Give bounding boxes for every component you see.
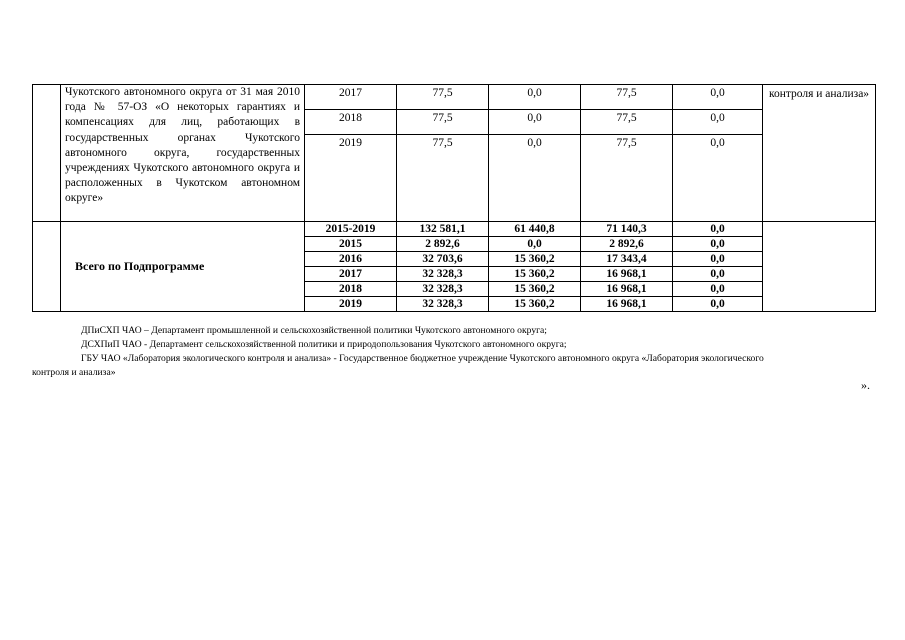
regional-budget-cell: 16 968,1	[581, 297, 673, 312]
regional-budget-cell: 16 968,1	[581, 282, 673, 297]
other-sources-cell: 0,0	[673, 267, 763, 282]
federal-budget-cell: 0,0	[489, 110, 581, 135]
table-row	[33, 85, 876, 110]
year-cell: 2019	[305, 297, 397, 312]
total-cell: 77,5	[397, 85, 489, 110]
federal-budget-cell: 15 360,2	[489, 297, 581, 312]
other-sources-cell: 0,0	[673, 135, 763, 222]
year-cell: 2016	[305, 252, 397, 267]
subprogram-total-label: Всего по Подпрограмме	[61, 222, 305, 312]
note-line: ДПиСХП ЧАО – Департамент промышленной и сельскохозяйственной политики Чукотского автономного округа;	[81, 325, 547, 336]
note-line: контроля и анализа»	[32, 367, 116, 378]
total-cell: 132 581,1	[397, 222, 489, 237]
regional-budget-cell: 16 968,1	[581, 267, 673, 282]
abbreviations-notes	[32, 324, 875, 380]
subprogram-finance-table	[32, 84, 876, 312]
closing-quote: ».	[861, 378, 870, 392]
federal-budget-cell: 15 360,2	[489, 252, 581, 267]
executor-cell: контроля и анализа»	[763, 85, 876, 222]
total-cell: 32 328,3	[397, 297, 489, 312]
federal-budget-cell: 0,0	[489, 85, 581, 110]
note-line: ГБУ ЧАО «Лаборатория экологического контроля и анализа» - Государственное бюджетное учреждение Чукотского автономного округа «Лаборатория экологического	[81, 353, 764, 364]
federal-budget-cell: 0,0	[489, 237, 581, 252]
other-sources-cell: 0,0	[673, 222, 763, 237]
year-cell: 2018	[305, 282, 397, 297]
regional-budget-cell: 17 343,4	[581, 252, 673, 267]
year-cell: 2019	[305, 135, 397, 222]
total-cell: 32 703,6	[397, 252, 489, 267]
other-sources-cell: 0,0	[673, 282, 763, 297]
other-sources-cell: 0,0	[673, 297, 763, 312]
measure-description: Чукотского автономного округа от 31 мая 2010 года № 57-ОЗ «О некоторых гарантиях и компенсациях для лиц, работающих в государственных органах Чукотского автономного округа, государственных учреждениях Чукотского автономного округа и расположенных в Чукотском автономном округе»	[61, 85, 305, 222]
executor-cell	[763, 222, 876, 312]
federal-budget-cell: 15 360,2	[489, 282, 581, 297]
other-sources-cell: 0,0	[673, 237, 763, 252]
row-number-cell	[33, 85, 61, 222]
federal-budget-cell: 0,0	[489, 135, 581, 222]
row-number-cell	[33, 222, 61, 312]
table-row	[33, 222, 876, 237]
other-sources-cell: 0,0	[673, 85, 763, 110]
total-cell: 77,5	[397, 110, 489, 135]
regional-budget-cell: 77,5	[581, 135, 673, 222]
federal-budget-cell: 61 440,8	[489, 222, 581, 237]
total-cell: 32 328,3	[397, 267, 489, 282]
regional-budget-cell: 71 140,3	[581, 222, 673, 237]
total-cell: 77,5	[397, 135, 489, 222]
regional-budget-cell: 77,5	[581, 110, 673, 135]
year-cell: 2017	[305, 267, 397, 282]
other-sources-cell: 0,0	[673, 252, 763, 267]
year-cell: 2017	[305, 85, 397, 110]
year-cell: 2018	[305, 110, 397, 135]
federal-budget-cell: 15 360,2	[489, 267, 581, 282]
total-cell: 2 892,6	[397, 237, 489, 252]
year-cell: 2015	[305, 237, 397, 252]
year-cell: 2015-2019	[305, 222, 397, 237]
note-line: ДСХПиП ЧАО - Департамент сельскохозяйственной политики и природопользования Чукотского автономного округа;	[81, 339, 567, 350]
other-sources-cell: 0,0	[673, 110, 763, 135]
regional-budget-cell: 77,5	[581, 85, 673, 110]
regional-budget-cell: 2 892,6	[581, 237, 673, 252]
total-cell: 32 328,3	[397, 282, 489, 297]
